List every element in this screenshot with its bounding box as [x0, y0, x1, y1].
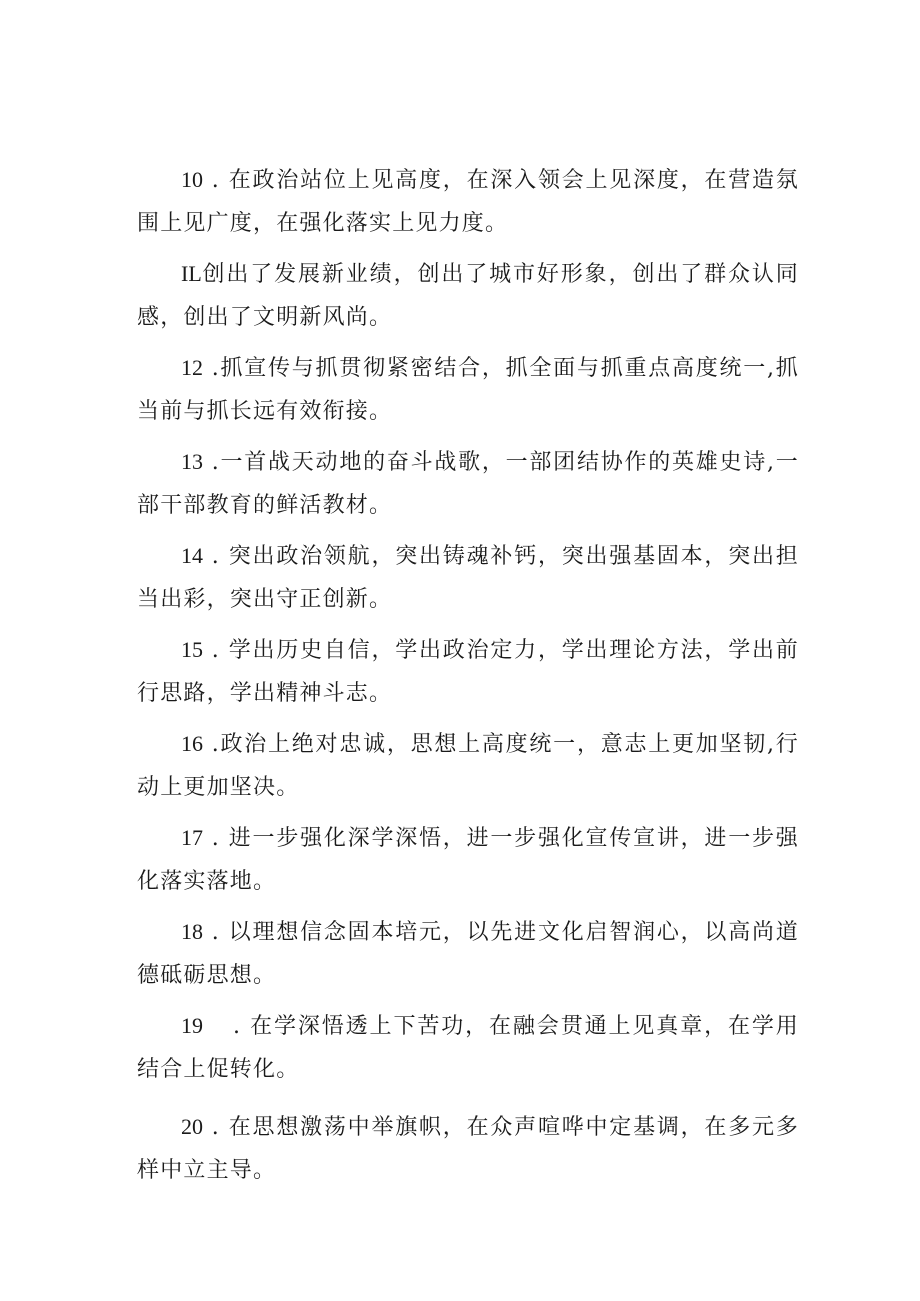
item-number: 13: [181, 449, 203, 474]
item-number: 17: [181, 825, 203, 850]
list-item-18: [137, 910, 799, 997]
item-number: 14: [181, 543, 203, 568]
list-item-20: [137, 1105, 799, 1192]
item-number: 12: [181, 355, 203, 380]
item-text: . 在思想激荡中举旗帜，在众声喧哗中定基调，在多元多样中立主导。: [137, 1115, 799, 1183]
item-text: . 在政治站位上见高度，在深入领会上见深度，在营造氛围上见广度，在强化落实上见力度。: [137, 168, 799, 236]
list-item-17: [137, 816, 799, 903]
list-item-11: [137, 252, 799, 339]
list-item-12: [137, 346, 799, 433]
item-text: . 突出政治领航，突出铸魂补钙，突出强基固本，突出担当出彩，突出守正创新。: [137, 544, 799, 612]
item-text: .一首战天动地的奋斗战歌，一部团结协作的英雄史诗,一部干部教育的鲜活教材。: [137, 450, 799, 518]
item-number: 20: [181, 1114, 203, 1139]
item-number: 16: [181, 731, 203, 756]
item-number: 10: [181, 167, 203, 192]
item-number: 19: [181, 1013, 203, 1038]
list-item-13: [137, 440, 799, 527]
item-number: 18: [181, 919, 203, 944]
item-text: . 学出历史自信，学出政治定力，学出理论方法，学出前行思路，学出精神斗志。: [137, 638, 799, 706]
item-text: . 在学深悟透上下苦功，在融会贯通上见真章，在学用结合上促转化。: [137, 1014, 799, 1082]
item-text: 创出了发展新业绩，创出了城市好形象，创出了群众认同感，创出了文明新风尚。: [137, 262, 799, 330]
item-text: . 进一步强化深学深悟，进一步强化宣传宣讲，进一步强化落实落地。: [137, 826, 799, 894]
list-item-10: [137, 158, 799, 245]
list-item-14: [137, 534, 799, 621]
list-item-16: [137, 722, 799, 809]
item-text: .抓宣传与抓贯彻紧密结合，抓全面与抓重点高度统一,抓当前与抓长远有效衔接。: [137, 356, 799, 424]
item-text: .政治上绝对忠诚，思想上高度统一，意志上更加坚韧,行动上更加坚决。: [137, 732, 799, 800]
numbered-list: [137, 158, 799, 1199]
list-item-15: [137, 628, 799, 715]
item-number: IL: [181, 261, 202, 286]
item-text: . 以理想信念固本培元，以先进文化启智润心，以高尚道德砥砺思想。: [137, 920, 799, 988]
item-number: 15: [181, 637, 203, 662]
list-item-19: [137, 1004, 799, 1091]
